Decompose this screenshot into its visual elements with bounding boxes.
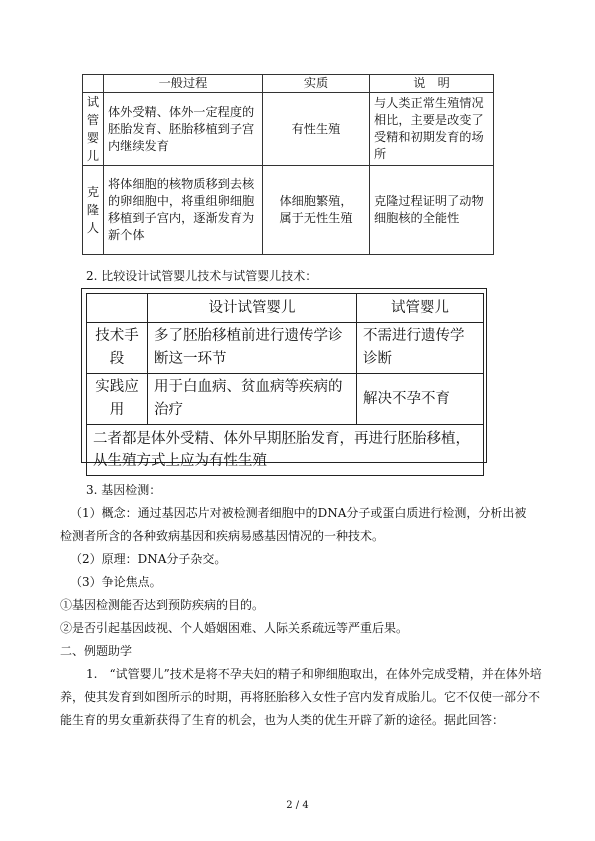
- table2-header-empty: [87, 294, 148, 323]
- table2-row-application: [87, 374, 484, 425]
- table1-clone-note: 克隆过程证明了动物细胞核的全能性: [370, 166, 494, 255]
- table1-header-empty: [83, 75, 104, 93]
- table1-ivf-note: 与人类正常生殖情况相比，主要是改变了受精和初期发育的场所: [370, 93, 494, 166]
- table1-label-clone: 克隆人: [83, 166, 104, 255]
- controversy-point-1: ①基因检测能否达到预防疾病的目的。: [60, 598, 265, 612]
- principle-line: （2）原理：DNA分子杂交。: [70, 552, 227, 566]
- section2-title: 2. 比较设计试管婴儿技术与试管婴儿技术：: [86, 269, 318, 283]
- section-heading: 二、例题助学: [60, 644, 133, 658]
- comparison-table-designer-ivf: [86, 293, 484, 476]
- table2-technique-designer: 多了胚胎移植前进行遗传学诊断这一环节: [148, 323, 357, 374]
- table2-application-ivf: 解决不孕不育: [357, 374, 484, 425]
- page-number: 2 / 4: [286, 800, 309, 811]
- controversy-point-2: ②是否引起基因歧视、个人婚姻困难、人际关系疏远等严重后果。: [60, 621, 409, 635]
- question1-line-2: 养，使其发育到如图所示的时期，再将胚胎移入女性子宫内发育成胎儿。它不仅使一部分不: [60, 690, 541, 704]
- concept-line-1: （1）概念：通过基因芯片对被检测者细胞中的DNA分子或蛋白质进行检测，分析出被: [70, 506, 527, 520]
- table1-row-clone: [83, 166, 494, 255]
- table1-row-ivf: [83, 93, 494, 166]
- section3-title: 3. 基因检测：: [86, 483, 162, 497]
- table1-clone-essence: 体细胞繁殖，属于无性生殖: [263, 166, 370, 255]
- question1-line-3: 能生育的男女重新获得了生育的机会，也为人类的优生开辟了新的途径。据此回答：: [60, 713, 505, 727]
- concept-line-2: 检测者所含的各种致病基因和疾病易感基因情况的一种技术。: [60, 529, 385, 543]
- table2-label-application: 实践应用: [87, 374, 148, 425]
- table2-header-ivf: 试管婴儿: [357, 294, 484, 323]
- table2-header-row: [87, 294, 484, 323]
- table1-header-row: [83, 75, 494, 93]
- table2-header-designer: 设计试管婴儿: [148, 294, 357, 323]
- table2-label-technique: 技术手段: [87, 323, 148, 374]
- question1-line-1: 1. “试管婴儿”技术是将不孕夫妇的精子和卵细胞取出，在体外完成受精，并在体外培: [86, 667, 542, 681]
- table2-application-designer: 用于白血病、贫血病等疾病的治疗: [148, 374, 357, 425]
- table1-ivf-process: 体外受精、体外一定程度的胚胎发育、胚胎移植到子宫内继续发育: [104, 93, 263, 166]
- table2-common-note: 二者都是体外受精、体外早期胚胎发育，再进行胚胎移植，从生殖方式上应为有性生殖: [87, 425, 484, 476]
- comparison-table-ivf-cloning: [82, 74, 494, 255]
- table2-technique-ivf: 不需进行遗传学诊断: [357, 323, 484, 374]
- table2-row-technique: [87, 323, 484, 374]
- table1-header-essence: 实质: [263, 75, 370, 93]
- table1-header-note: 说 明: [370, 75, 494, 93]
- table1-ivf-essence: 有性生殖: [263, 93, 370, 166]
- table1-clone-process: 将体细胞的核物质移到去核的卵细胞中，将重组卵细胞移植到子宫内，逐渐发育为新个体: [104, 166, 263, 255]
- table1-label-ivf: 试管婴儿: [83, 93, 104, 166]
- controversy-line: （3）争论焦点。: [70, 575, 162, 589]
- table1-header-process: 一般过程: [104, 75, 263, 93]
- table2-row-common: [87, 425, 484, 476]
